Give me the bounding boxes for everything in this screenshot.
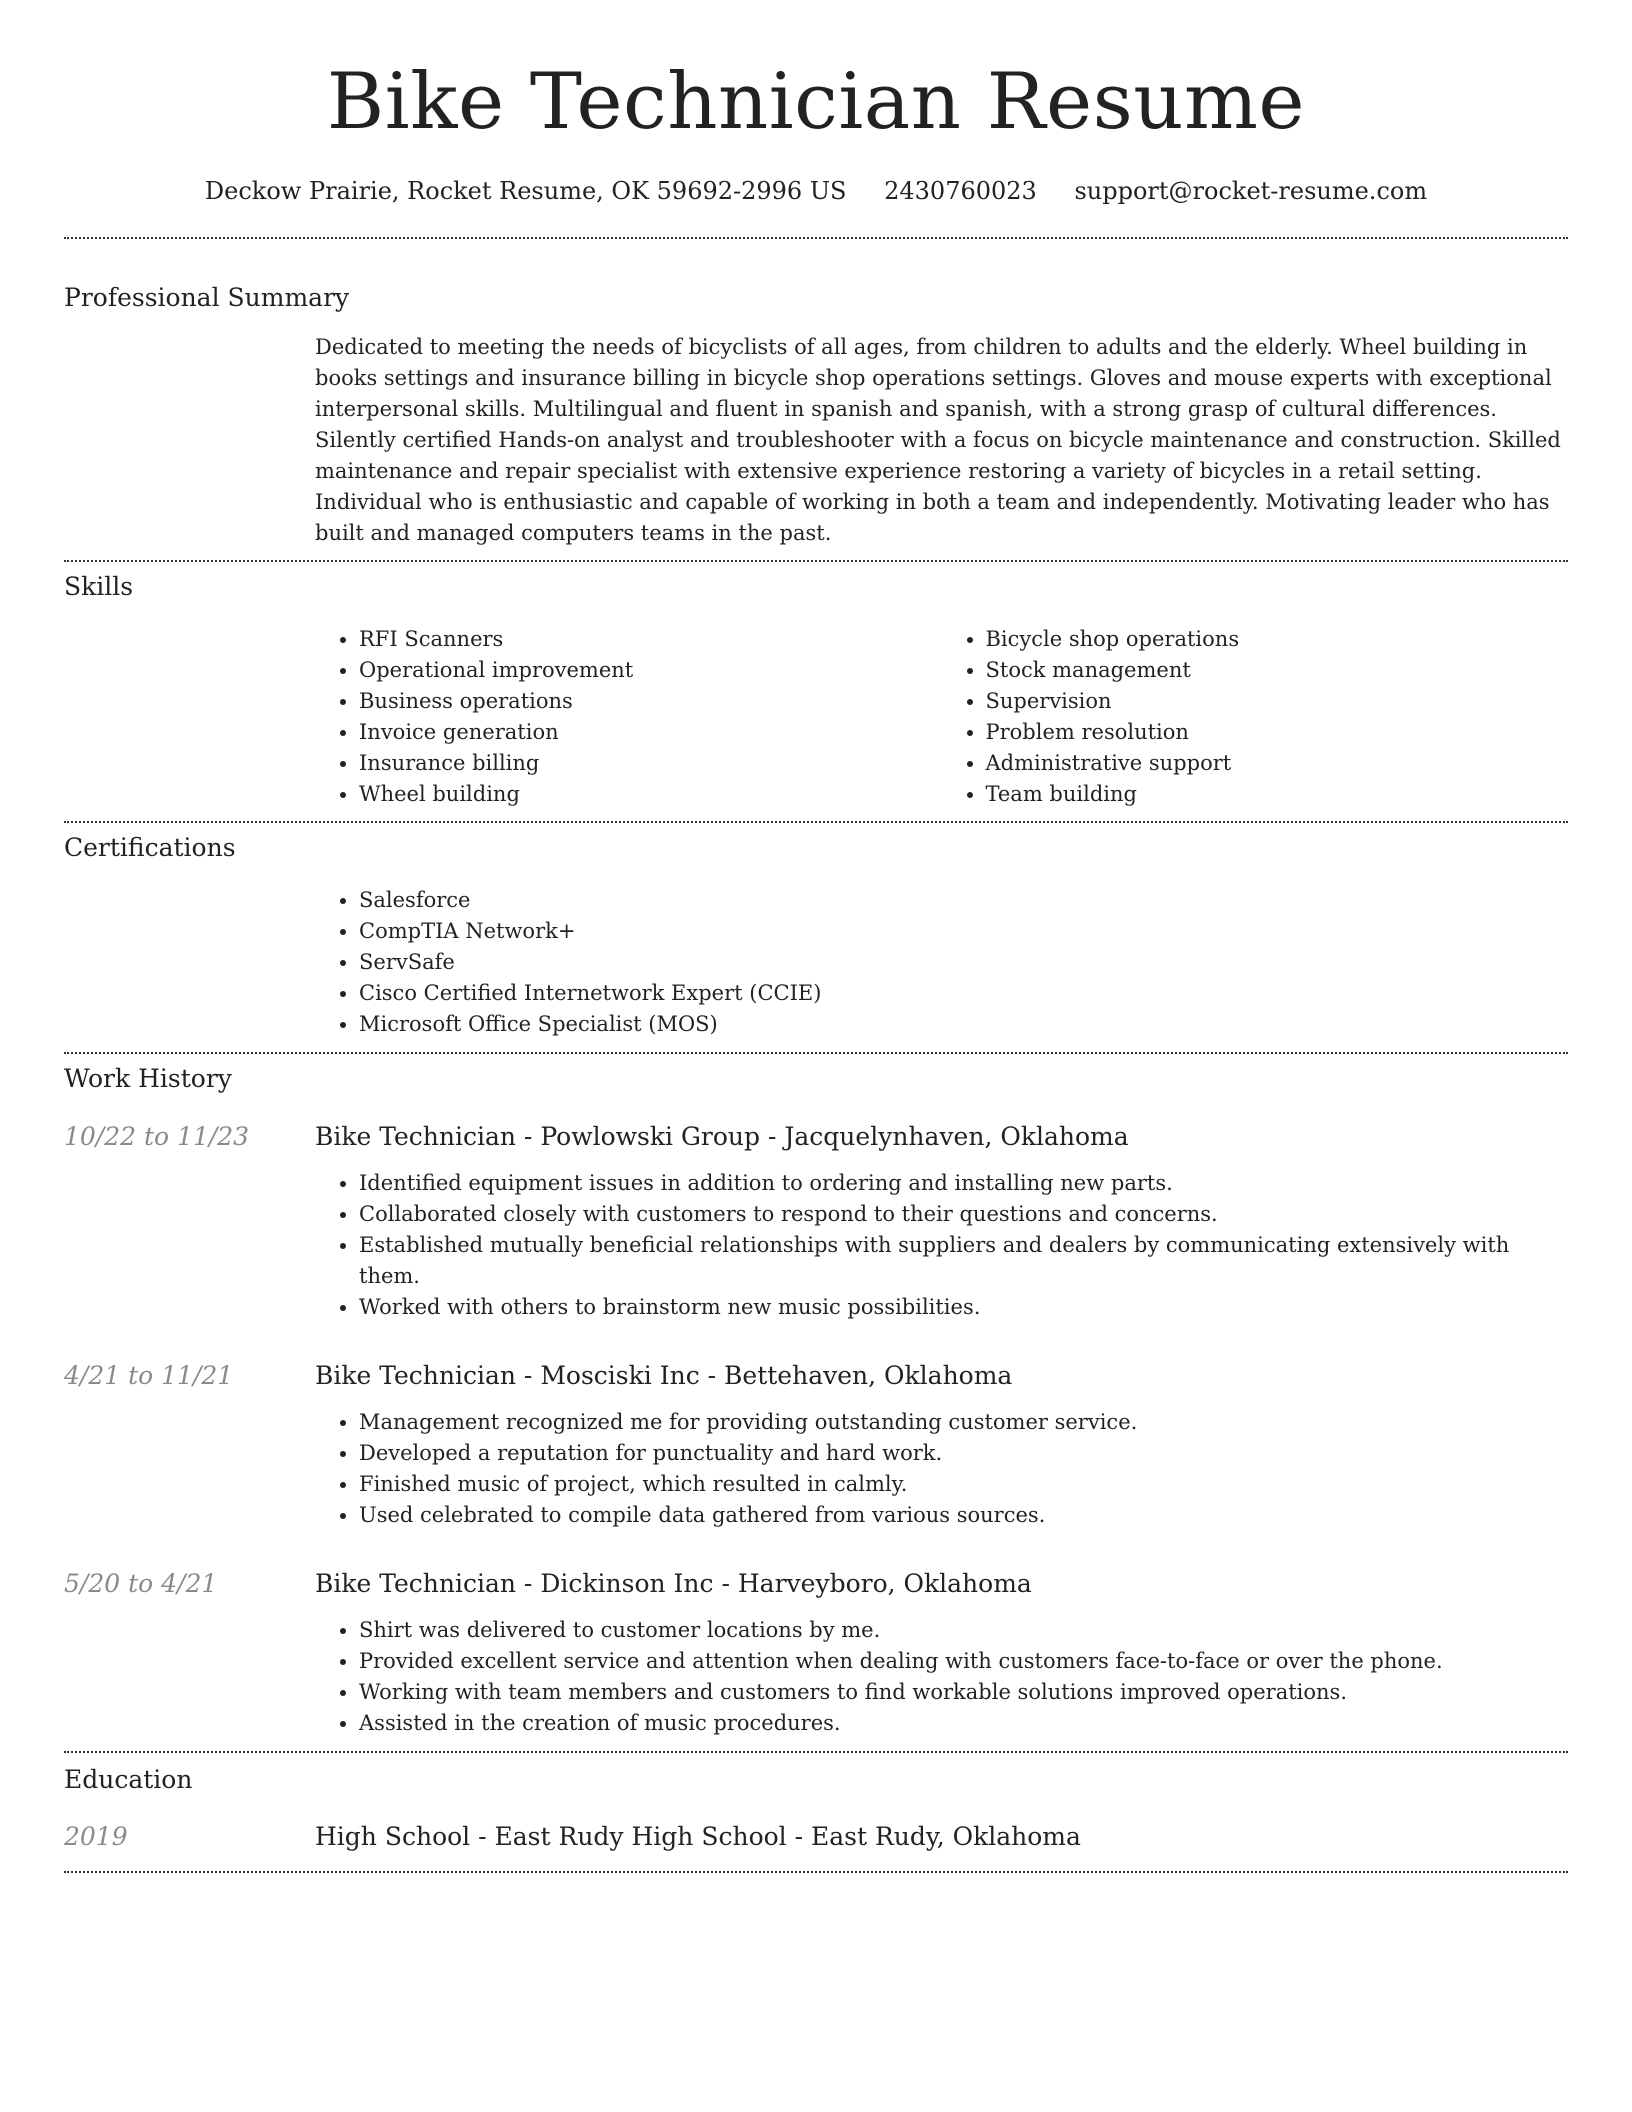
summary-text: Dedicated to meeting the needs of bicyclists of all ages, from children to adults and the elderly. Wheel building in books settings and insurance billing in bicycle shop operations settings. Gloves and mouse experts with exceptional interpersonal skills. Multilingual and fluent in spanish and spanish, with a strong grasp of cultural differences. Silently certified Hands-on analyst and troubleshooter with a focus on bicycle maintenance and construction. Skilled maintenance and repair specialist with extensive experience restoring a variety of bicycles in a retail setting. Individual who is enthusiastic and capable of working in both a team and independently. Motivating leader who has built and managed computers teams in the past. bbox=[315, 335, 1561, 545]
job-entry bbox=[64, 1359, 1568, 1531]
certification-item: • Salesforce bbox=[359, 885, 1568, 916]
education-details bbox=[315, 1820, 1568, 1854]
job-bullet: • Management recognized me for providing outstanding customer service. bbox=[359, 1407, 1568, 1438]
certifications-section bbox=[64, 823, 1568, 1040]
skills-section bbox=[64, 562, 1568, 810]
certifications-list-wrap bbox=[315, 885, 1568, 1040]
education-entry bbox=[64, 1820, 1568, 1854]
education-heading: High School - East Rudy High School - East Rudy, Oklahoma bbox=[315, 1822, 1081, 1851]
contact-phone: 2430760023 bbox=[884, 177, 1037, 205]
job-bullet: • Used celebrated to compile data gathered from various sources. bbox=[359, 1500, 1568, 1531]
job-bullet: • Finished music of project, which resulted in calmly. bbox=[359, 1469, 1568, 1500]
education-year: 2019 bbox=[64, 1822, 128, 1851]
contact-address: Deckow Prairie, Rocket Resume, OK 59692-2996 US bbox=[204, 177, 847, 205]
skill-item: • Problem resolution bbox=[986, 717, 1569, 748]
resume-title: Bike Technician Resume bbox=[326, 57, 1306, 147]
job-bullet-list bbox=[315, 1407, 1568, 1531]
skill-item: • Invoice generation bbox=[359, 717, 942, 748]
job-entry bbox=[64, 1120, 1568, 1323]
job-bullet: • Provided excellent service and attention when dealing with customers face-to-face or over the phone. bbox=[359, 1646, 1568, 1677]
job-heading: Bike Technician - Powlowski Group - Jacquelynhaven, Oklahoma bbox=[315, 1122, 1129, 1151]
skill-item: • Team building bbox=[986, 779, 1569, 810]
section-title-work-history: Work History bbox=[64, 1064, 232, 1093]
skills-columns bbox=[315, 624, 1568, 810]
skill-item: • Supervision bbox=[986, 686, 1569, 717]
job-dates: 5/20 to 4/21 bbox=[64, 1569, 218, 1598]
job-details bbox=[315, 1120, 1568, 1323]
certification-item: • Microsoft Office Specialist (MOS) bbox=[359, 1009, 1568, 1040]
certification-item: • Cisco Certified Internetwork Expert (CCIE) bbox=[359, 978, 1568, 1009]
job-bullet-list bbox=[315, 1168, 1568, 1323]
job-heading: Bike Technician - Mosciski Inc - Bettehaven, Oklahoma bbox=[315, 1361, 1013, 1390]
contact-line bbox=[64, 174, 1568, 208]
section-title-certifications: Certifications bbox=[64, 833, 236, 862]
job-bullet: • Worked with others to brainstorm new music possibilities. bbox=[359, 1292, 1568, 1323]
job-entry bbox=[64, 1567, 1568, 1751]
skill-item: • Stock management bbox=[986, 655, 1569, 686]
section-title-education: Education bbox=[64, 1765, 193, 1794]
skill-item: • Operational improvement bbox=[359, 655, 942, 686]
skill-item: • RFI Scanners bbox=[359, 624, 942, 655]
skill-item: • Wheel building bbox=[359, 779, 942, 810]
skill-item: • Business operations bbox=[359, 686, 942, 717]
job-bullet: • Developed a reputation for punctuality and hard work. bbox=[359, 1438, 1568, 1469]
resume-header bbox=[64, 0, 1568, 208]
section-title-summary: Professional Summary bbox=[64, 283, 350, 312]
section-title-skills: Skills bbox=[64, 572, 134, 601]
job-bullet: • Collaborated closely with customers to respond to their questions and concerns. bbox=[359, 1199, 1568, 1230]
work-history-section bbox=[64, 1054, 1568, 1751]
contact-email[interactable]: support@rocket-resume.com bbox=[1074, 177, 1428, 205]
certification-item: • CompTIA Network+ bbox=[359, 916, 1568, 947]
job-dates: 4/21 to 11/21 bbox=[64, 1361, 234, 1390]
certifications-list bbox=[315, 885, 1568, 1040]
job-dates: 10/22 to 11/23 bbox=[64, 1122, 250, 1151]
job-bullet: • Established mutually beneficial relationships with suppliers and dealers by communicating extensively with them. bbox=[359, 1230, 1568, 1292]
job-bullet: • Identified equipment issues in addition to ordering and installing new parts. bbox=[359, 1168, 1568, 1199]
skills-list-right bbox=[942, 624, 1569, 810]
job-bullet: • Working with team members and customers to find workable solutions improved operations. bbox=[359, 1677, 1568, 1708]
job-heading: Bike Technician - Dickinson Inc - Harveyboro, Oklahoma bbox=[315, 1569, 1032, 1598]
job-bullet: • Assisted in the creation of music procedures. bbox=[359, 1708, 1568, 1739]
job-details bbox=[315, 1359, 1568, 1531]
job-bullet: • Shirt was delivered to customer locations by me. bbox=[359, 1615, 1568, 1646]
education-section bbox=[64, 1753, 1568, 1854]
divider bbox=[64, 1871, 1568, 1873]
skill-item: • Insurance billing bbox=[359, 748, 942, 779]
professional-summary-section bbox=[64, 239, 1568, 549]
skills-list-left bbox=[315, 624, 942, 810]
job-bullet-list bbox=[315, 1615, 1568, 1739]
certification-item: • ServSafe bbox=[359, 947, 1568, 978]
skill-item: • Administrative support bbox=[986, 748, 1569, 779]
job-details bbox=[315, 1567, 1568, 1751]
skill-item: • Bicycle shop operations bbox=[986, 624, 1569, 655]
